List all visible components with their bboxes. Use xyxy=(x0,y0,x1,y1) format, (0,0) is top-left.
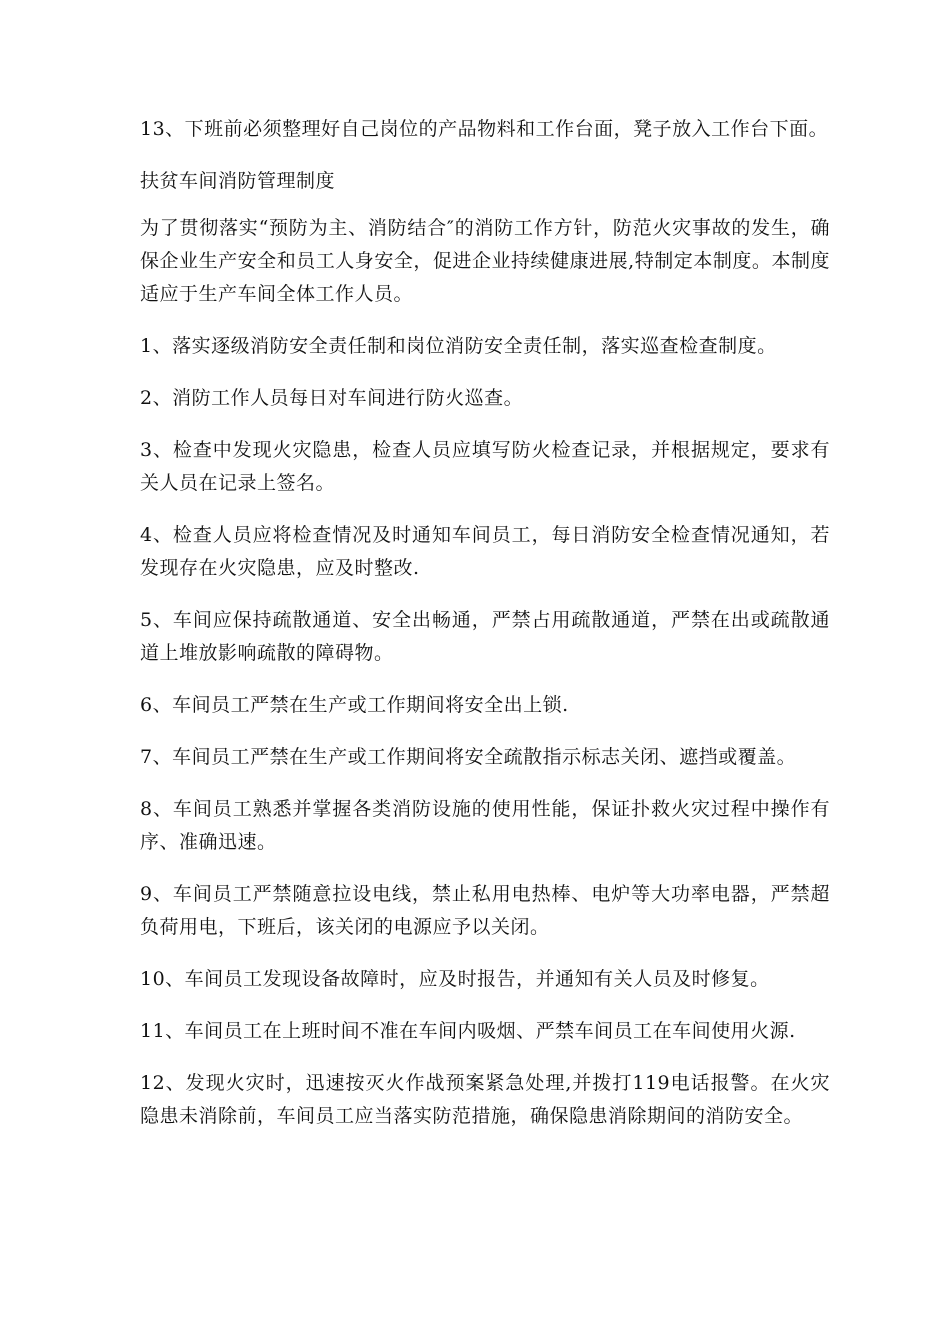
rule-paragraph-6: 6、车间员工严禁在生产或工作期间将安全出上锁. xyxy=(140,694,569,716)
rule-paragraph-2: 2、消防工作人员每日对车间进行防火巡查。 xyxy=(140,387,524,409)
rule-paragraph-10: 10、车间员工发现设备故障时，应及时报告，并通知有关人员及时修复。 xyxy=(140,968,770,990)
rule-paragraph-12: 12、发现火灾时，迅速按灭火作战预案紧急处理,并拨打119电话报警。在火灾隐患未消除前，车间员工应当落实防范措施，确保隐患消除期间的消防安全。 xyxy=(140,1072,830,1127)
rule-paragraph-5: 5、车间应保持疏散通道、安全出畅通，严禁占用疏散通道，严禁在出或疏散通道上堆放影响疏散的障碍物。 xyxy=(140,609,830,664)
rule-paragraph-3: 3、检查中发现火灾隐患，检查人员应填写防火检查记录，并根据规定，要求有关人员在记录上签名。 xyxy=(140,439,830,494)
rule-paragraph-8: 8、车间员工熟悉并掌握各类消防设施的使用性能，保证扑救火灾过程中操作有序、准确迅速。 xyxy=(140,798,830,853)
rule-paragraph-1: 1、落实逐级消防安全责任制和岗位消防安全责任制，落实巡查检查制度。 xyxy=(140,335,777,357)
rule-paragraph-9: 9、车间员工严禁随意拉设电线，禁止私用电热棒、电炉等大功率电器，严禁超负荷用电，下班后，该关闭的电源应予以关闭。 xyxy=(140,883,830,938)
rule-paragraph-7: 7、车间员工严禁在生产或工作期间将安全疏散指示标志关闭、遮挡或覆盖。 xyxy=(140,746,797,768)
rule-paragraph-4: 4、检查人员应将检查情况及时通知车间员工，每日消防安全检查情况通知，若发现存在火灾隐患，应及时整改. xyxy=(140,524,830,579)
rule-paragraph-11: 11、车间员工在上班时间不准在车间内吸烟、严禁车间员工在车间使用火源. xyxy=(140,1020,796,1042)
rule-paragraph-13: 13、下班前必须整理好自己岗位的产品物料和工作台面，凳子放入工作台下面。 xyxy=(140,118,829,140)
document-body xyxy=(140,113,830,1152)
intro-paragraph: 为了贯彻落实“预防为主、消防结合″的消防工作方针，防范火灾事故的发生，确保企业生产安全和员工人身安全，促进企业持续健康进展,特制定本制度。本制度适应于生产车间全体工作人员。 xyxy=(140,217,830,305)
section-title: 扶贫车间消防管理制度 xyxy=(140,170,336,192)
